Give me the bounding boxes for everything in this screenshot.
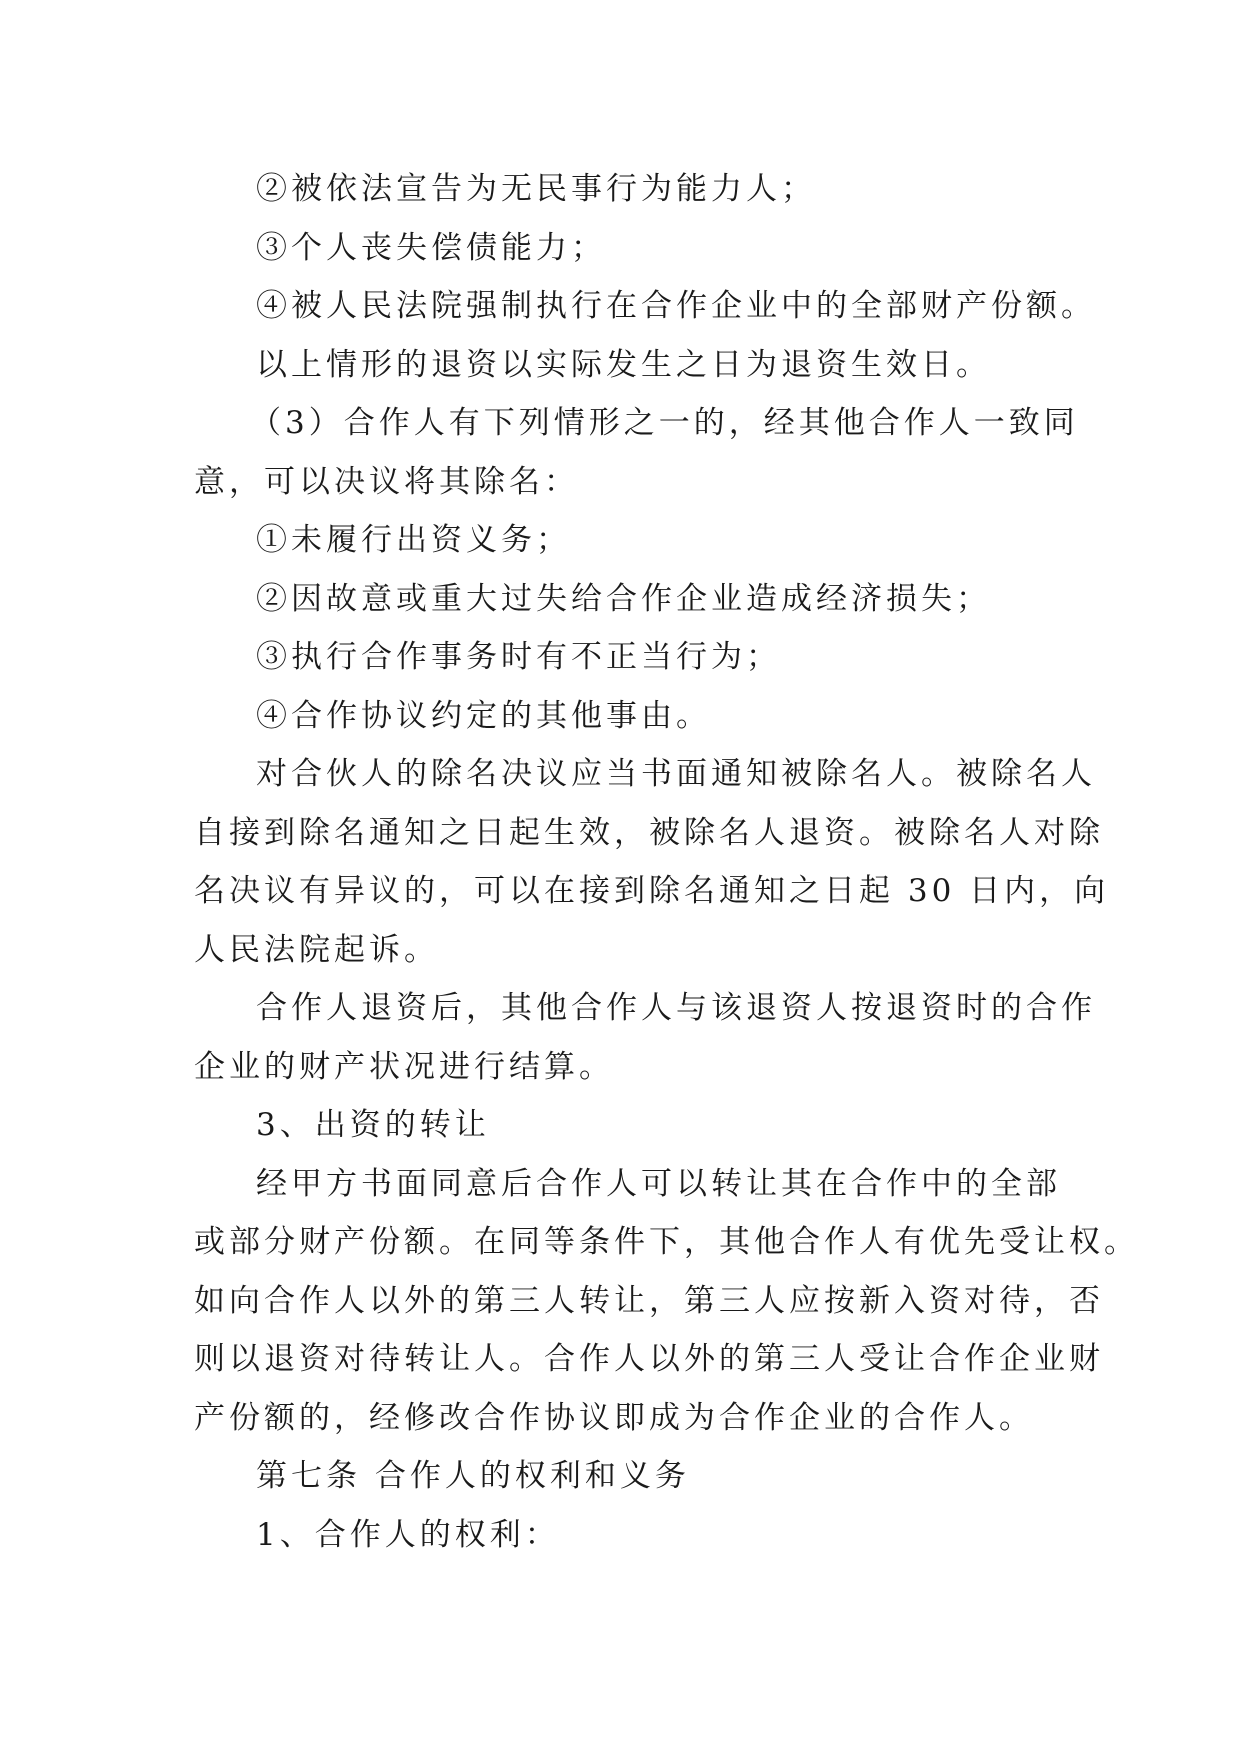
text-line: ①未履行出资义务； xyxy=(256,522,571,558)
text-line: 企业的财产状况进行结算。 xyxy=(194,1048,614,1085)
text-line: 合作人退资后，其他合作人与该退资人按退资时的合作 xyxy=(256,990,1096,1026)
text-line: ④合作协议约定的其他事由。 xyxy=(256,697,711,734)
text-line: ②被依法宣告为无民事行为能力人； xyxy=(256,171,816,207)
text-line: （3）合作人有下列情形之一的，经其他合作人一致同 xyxy=(250,405,1079,441)
document-body xyxy=(194,160,1139,1564)
text-line: ②因故意或重大过失给合作企业造成经济损失； xyxy=(256,580,991,617)
text-line: 经甲方书面同意后合作人可以转让其在合作中的全部 xyxy=(256,1165,1061,1202)
text-line: ③执行合作事务时有不正当行为； xyxy=(256,639,781,675)
text-line: 产份额的，经修改合作协议即成为合作企业的合作人。 xyxy=(194,1399,1034,1436)
text-line: 如向合作人以外的第三人转让，第三人应按新入资对待，否 xyxy=(194,1282,1104,1319)
text-line: 人民法院起诉。 xyxy=(194,931,439,968)
text-line: 名决议有异议的，可以在接到除名通知之日起 30 日内，向 xyxy=(194,873,1110,909)
text-line: 则以退资对待转让人。合作人以外的第三人受让合作企业财 xyxy=(194,1341,1104,1377)
text-line: ③个人丧失偿债能力； xyxy=(256,229,606,266)
text-line: ④被人民法院强制执行在合作企业中的全部财产份额。 xyxy=(256,288,1096,324)
text-line: 自接到除名通知之日起生效，被除名人退资。被除名人对除 xyxy=(194,814,1104,851)
text-line: 或部分财产份额。在同等条件下，其他合作人有优先受让权。 xyxy=(194,1224,1139,1260)
text-line: 对合伙人的除名决议应当书面通知被除名人。被除名人 xyxy=(256,756,1096,792)
text-line: 1、合作人的权利： xyxy=(256,1516,560,1553)
text-line: 3、出资的转让 xyxy=(256,1107,490,1143)
text-line: 第七条 合作人的权利和义务 xyxy=(256,1458,690,1494)
text-line: 以上情形的退资以实际发生之日为退资生效日。 xyxy=(256,346,991,383)
text-line: 意，可以决议将其除名： xyxy=(194,463,579,500)
